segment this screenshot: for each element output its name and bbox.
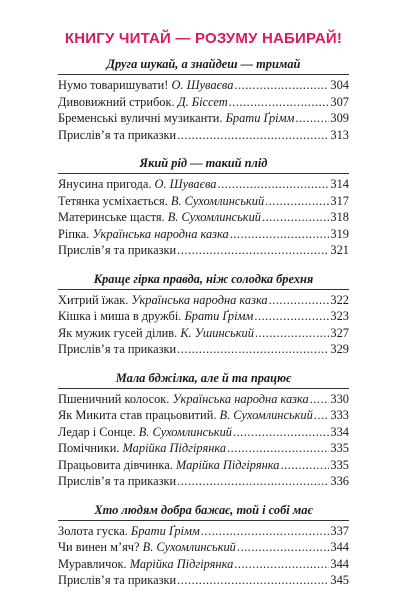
dot-leader bbox=[177, 341, 329, 358]
entry-author: В. Сухомлинський bbox=[142, 540, 236, 554]
entry-text bbox=[58, 539, 236, 556]
dot-leader bbox=[255, 325, 329, 342]
entry-title: Прислів’я та приказки bbox=[58, 474, 177, 488]
entry-title: Кішка і миша в дружбі. bbox=[58, 309, 185, 323]
entry-title: Як мужик гусей ділив. bbox=[58, 325, 181, 340]
contents-entry[interactable] bbox=[58, 539, 349, 556]
dot-leader bbox=[177, 127, 329, 144]
entry-page-number: 333 bbox=[330, 408, 349, 422]
entry-title: Прислів’я та приказки bbox=[58, 342, 177, 356]
entry-page-number: 335 bbox=[330, 457, 349, 472]
entry-title: Хитрий їжак. bbox=[58, 292, 132, 307]
entry-page-number: 318 bbox=[330, 210, 349, 224]
contents-entry[interactable] bbox=[58, 242, 349, 259]
entry-title: Муравличок. bbox=[58, 556, 130, 571]
contents-entry[interactable] bbox=[58, 127, 349, 144]
entry-author: В. Сухомлинський bbox=[219, 408, 313, 422]
dot-leader bbox=[177, 242, 329, 259]
dot-leader bbox=[310, 391, 330, 408]
entry-page-number: 307 bbox=[330, 94, 349, 109]
entry-text bbox=[58, 193, 264, 210]
entry-author: В. Сухомлинський bbox=[167, 210, 261, 224]
dot-leader bbox=[262, 209, 329, 226]
entry-title: Пшеничний колосок. bbox=[58, 391, 173, 406]
contents-entry[interactable] bbox=[58, 292, 349, 309]
entry-page-number: 314 bbox=[330, 177, 349, 191]
entry-text bbox=[58, 325, 254, 342]
dot-leader bbox=[314, 407, 330, 424]
entry-page-number: 330 bbox=[330, 391, 349, 406]
entry-page-number: 336 bbox=[330, 474, 349, 488]
entry-text bbox=[58, 556, 233, 573]
dot-leader bbox=[230, 226, 330, 243]
entry-text bbox=[58, 127, 176, 144]
section-divider bbox=[58, 388, 349, 389]
contents-entry[interactable] bbox=[58, 407, 349, 424]
contents-section bbox=[58, 156, 349, 259]
entry-page-number: 337 bbox=[330, 523, 349, 538]
entry-title: Працьовита дівчинка. bbox=[58, 457, 176, 472]
entry-text bbox=[58, 292, 268, 309]
contents-entry[interactable] bbox=[58, 457, 349, 474]
entry-page-number: 322 bbox=[330, 292, 349, 307]
entry-title: Помічники. bbox=[58, 441, 123, 455]
section-divider bbox=[58, 173, 349, 174]
section-divider bbox=[58, 520, 349, 521]
entry-title: Тетянка усміхається. bbox=[58, 193, 171, 208]
section-heading: Мала бджілка, але й та працює bbox=[115, 370, 292, 385]
entry-text bbox=[58, 440, 226, 457]
entry-page-number: 329 bbox=[330, 342, 349, 356]
contents-entry[interactable] bbox=[58, 193, 349, 210]
entry-author: Марійка Підгірянка bbox=[175, 457, 280, 472]
entry-author: О. Шуваєва bbox=[171, 78, 234, 92]
entry-text bbox=[58, 176, 216, 193]
entry-text bbox=[58, 242, 176, 259]
entry-author: Д. Біссет bbox=[177, 94, 228, 109]
dot-leader bbox=[217, 176, 329, 193]
entry-author: Українська народна казка bbox=[131, 292, 268, 307]
entry-author: Марійка Підгірянка bbox=[122, 441, 227, 455]
entry-text bbox=[58, 209, 261, 226]
entry-page-number: 344 bbox=[330, 556, 349, 571]
section-heading: Хто людям добра бажає, той і собі має bbox=[94, 502, 313, 517]
contents-section bbox=[58, 503, 349, 589]
contents-entry[interactable] bbox=[58, 473, 349, 490]
entry-page-number: 313 bbox=[330, 127, 349, 142]
dot-leader bbox=[295, 110, 329, 127]
entry-page-number: 334 bbox=[330, 424, 349, 439]
entry-author: Брати Ґрімм bbox=[184, 309, 254, 323]
entry-title: Дивовижний стрибок. bbox=[58, 94, 178, 109]
dot-leader bbox=[280, 457, 329, 474]
contents-entry[interactable] bbox=[58, 110, 349, 127]
entry-author: Українська народна казка bbox=[172, 391, 309, 406]
contents-entry[interactable] bbox=[58, 176, 349, 193]
entry-page-number: 309 bbox=[330, 111, 349, 125]
contents-entry[interactable] bbox=[58, 440, 349, 457]
entry-title: Прислів’я та приказки bbox=[58, 127, 177, 142]
entry-text bbox=[58, 473, 176, 490]
dot-leader bbox=[229, 94, 330, 111]
contents-entry[interactable] bbox=[58, 226, 349, 243]
entry-title: Прислів’я та приказки bbox=[58, 573, 177, 587]
entry-author: Українська народна казка bbox=[92, 226, 229, 241]
entry-text bbox=[58, 226, 229, 243]
contents-entry[interactable] bbox=[58, 308, 349, 325]
entry-title: Прислів’я та приказки bbox=[58, 243, 177, 257]
entry-title: Ріпка. bbox=[58, 226, 93, 241]
contents-section bbox=[58, 57, 349, 143]
entry-page-number: 344 bbox=[330, 540, 349, 554]
entry-text bbox=[58, 424, 232, 441]
contents-entry[interactable] bbox=[58, 77, 349, 94]
page-title: КНИГУ ЧИТАЙ — РОЗУМУ НАБИРАЙ! bbox=[64, 30, 343, 47]
entry-text bbox=[58, 572, 176, 589]
entry-text bbox=[58, 457, 279, 474]
section-heading: Який рід — такий плід bbox=[139, 156, 268, 170]
dot-leader bbox=[269, 292, 330, 309]
entry-page-number: 321 bbox=[330, 243, 349, 257]
entry-title: Бременські вуличні музиканти. bbox=[58, 111, 226, 125]
entry-text bbox=[58, 407, 313, 424]
entry-page-number: 327 bbox=[330, 325, 349, 340]
entry-text bbox=[58, 523, 200, 540]
entry-text bbox=[58, 110, 294, 127]
entry-title: Нумо товаришувати! bbox=[58, 78, 172, 92]
entry-title: Як Микита став працьовитий. bbox=[58, 408, 220, 422]
contents-entry[interactable] bbox=[58, 424, 349, 441]
entry-text bbox=[58, 341, 176, 358]
contents-section bbox=[58, 371, 349, 490]
entry-text bbox=[58, 308, 253, 325]
contents-entry[interactable] bbox=[58, 209, 349, 226]
entry-author: О. Шуваєва bbox=[154, 177, 217, 191]
entry-title: Чи винен м’яч? bbox=[58, 540, 143, 554]
section-heading: Краще гірка правда, ніж солодка брехня bbox=[93, 271, 314, 286]
section-divider bbox=[58, 74, 349, 75]
contents-list bbox=[58, 57, 349, 589]
entry-page-number: 345 bbox=[330, 573, 349, 587]
contents-entry[interactable] bbox=[58, 325, 349, 342]
entry-text bbox=[58, 77, 233, 94]
contents-entry[interactable] bbox=[58, 341, 349, 358]
dot-leader bbox=[177, 473, 329, 490]
section-heading: Друга шукай, а знайдеш — тримай bbox=[106, 57, 301, 71]
entry-author: Марійка Підгірянка bbox=[129, 556, 234, 571]
entry-title: Золота гуска. bbox=[58, 523, 131, 538]
dot-leader bbox=[234, 556, 329, 573]
entry-page-number: 335 bbox=[330, 441, 349, 455]
contents-entry[interactable] bbox=[58, 391, 349, 408]
contents-entry[interactable] bbox=[58, 94, 349, 111]
dot-leader bbox=[177, 572, 329, 589]
entry-text bbox=[58, 391, 309, 408]
entry-author: Брати Ґрімм bbox=[225, 111, 295, 125]
section-divider bbox=[58, 289, 349, 290]
entry-page-number: 317 bbox=[330, 193, 349, 208]
entry-title: Ледар і Сонце. bbox=[58, 424, 139, 439]
entry-author: Брати Ґрімм bbox=[130, 523, 200, 538]
entry-text bbox=[58, 94, 228, 111]
dot-leader bbox=[233, 424, 329, 441]
dot-leader bbox=[265, 193, 329, 210]
entry-title: Янусина пригода. bbox=[58, 177, 155, 191]
entry-page-number: 323 bbox=[330, 309, 349, 323]
dot-leader bbox=[234, 77, 329, 94]
entry-author: В. Сухомлинський bbox=[170, 193, 265, 208]
contents-section bbox=[58, 272, 349, 358]
contents-entry[interactable] bbox=[58, 556, 349, 573]
entry-author: В. Сухомлинський bbox=[138, 424, 232, 439]
entry-page-number: 319 bbox=[330, 226, 349, 241]
dot-leader bbox=[227, 440, 329, 457]
dot-leader bbox=[201, 523, 330, 540]
dot-leader bbox=[254, 308, 329, 325]
entry-title: Материнське щастя. bbox=[58, 210, 168, 224]
entry-page-number: 304 bbox=[330, 78, 349, 92]
contents-entry[interactable] bbox=[58, 572, 349, 589]
entry-author: К. Ушинський bbox=[180, 325, 254, 340]
contents-entry[interactable] bbox=[58, 523, 349, 540]
dot-leader bbox=[237, 539, 330, 556]
